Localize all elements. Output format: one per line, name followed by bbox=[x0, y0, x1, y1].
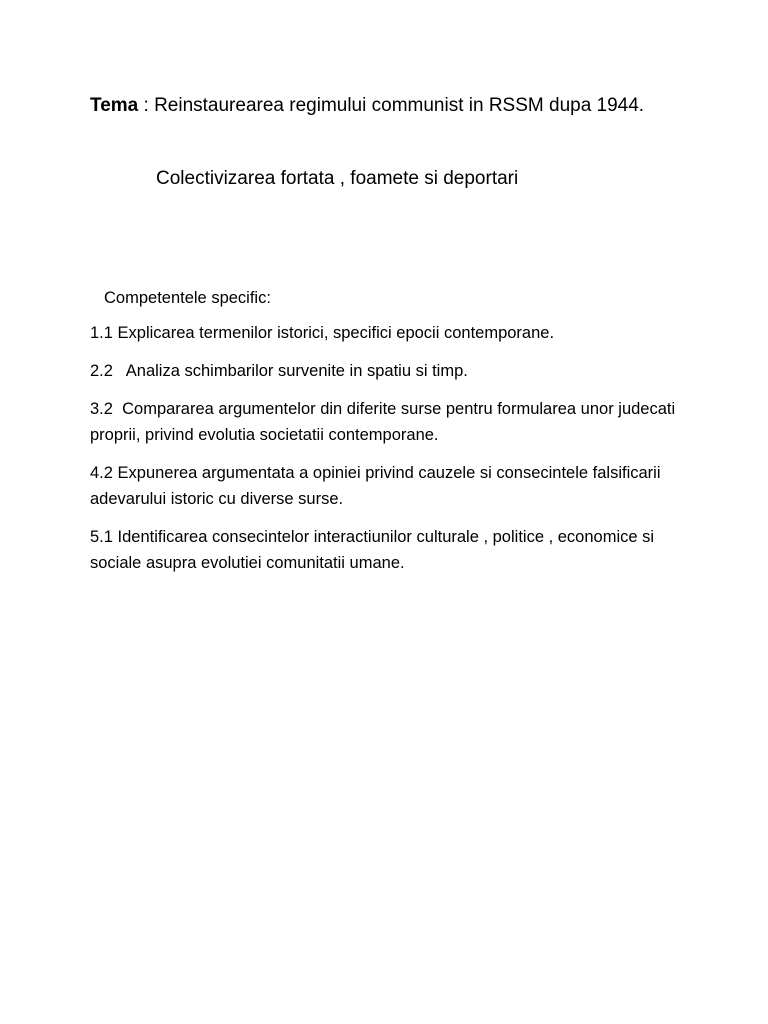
competency-item: 1.1 Explicarea termenilor istorici, specifici epocii contemporane. bbox=[90, 324, 555, 342]
competencies-heading: Competentele specific: bbox=[104, 289, 271, 307]
competency-item: 3.2 Compararea argumentelor din diferite surse pentru formularea unor judecati proprii, privind evolutia societatii contemporane. bbox=[90, 400, 680, 444]
competency-item: 4.2 Expunerea argumentata a opiniei privind cauzele si consecintele falsificarii adevarului istoric cu diverse surse. bbox=[90, 464, 666, 508]
competency-item: 5.1 Identificarea consecintelor interactiunilor culturale , politice , economice si sociale asupra evolutiei comunitatii umane. bbox=[90, 528, 659, 572]
competency-item: 2.2 Analiza schimbarilor survenite in spatiu si timp. bbox=[90, 362, 468, 380]
topic-text: : Reinstaurearea regimului communist in RSSM dupa 1944. bbox=[138, 95, 645, 116]
lesson-subtitle: Colectivizarea fortata , foamete si deportari bbox=[156, 168, 519, 189]
topic-line bbox=[90, 90, 670, 122]
topic-label: Tema bbox=[90, 95, 139, 116]
competencies-list bbox=[90, 320, 680, 588]
